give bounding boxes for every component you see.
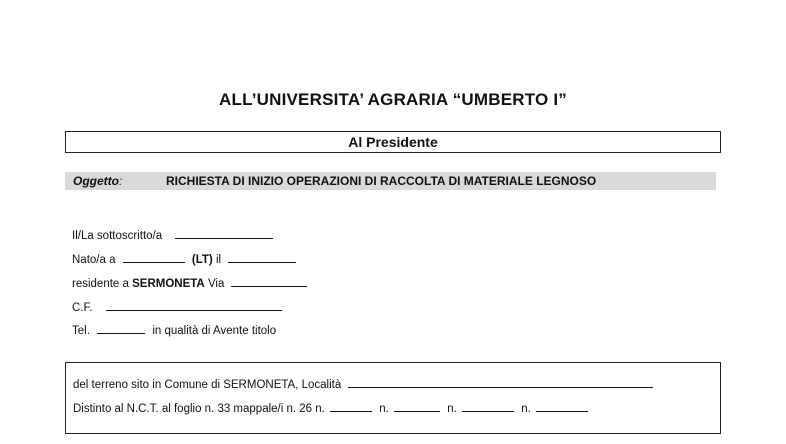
- parcel-field-2[interactable]: [394, 400, 440, 412]
- tel-label: Tel.: [72, 325, 90, 337]
- subject-bar: [65, 172, 716, 190]
- born-label: Nato/a a: [72, 254, 116, 266]
- subject-text: RICHIESTA DI INIZIO OPERAZIONI DI RACCOLTA DI MATERIALE LEGNOSO: [166, 174, 597, 188]
- cadastral-row: [73, 400, 588, 415]
- recipient-label: Al Presidente: [348, 134, 438, 150]
- signer-row: [72, 227, 273, 242]
- recipient-box: [65, 131, 721, 153]
- residence-label: residente a: [72, 278, 129, 290]
- birth-row: [72, 251, 296, 266]
- n-label-2: n.: [447, 403, 457, 415]
- signer-name-field[interactable]: [175, 227, 273, 239]
- tel-field[interactable]: [97, 322, 145, 334]
- cadastral-label: Distinto al N.C.T. al foglio n. 33 mappale/i n. 26 n.: [73, 403, 325, 415]
- parcel-field-3[interactable]: [462, 400, 514, 412]
- parcel-field-4[interactable]: [536, 400, 588, 412]
- birth-date-field[interactable]: [228, 251, 296, 263]
- cf-row: [72, 299, 282, 314]
- cf-label: C.F.: [72, 302, 93, 314]
- land-box: [65, 362, 721, 434]
- locality-field[interactable]: [348, 376, 653, 388]
- tel-row: [72, 322, 276, 337]
- province-label: (LT): [191, 254, 213, 266]
- document-title: ALL’UNIVERSITA’ AGRARIA “UMBERTO I”: [219, 90, 567, 109]
- residence-city: SERMONETA: [132, 278, 205, 290]
- n-label-3: n.: [521, 403, 531, 415]
- residence-row: [72, 275, 307, 290]
- born-date-label: il: [215, 254, 222, 266]
- street-field[interactable]: [231, 275, 307, 287]
- parcel-field-1[interactable]: [330, 400, 372, 412]
- land-location-label: del terreno sito in Comune di SERMONETA, Località: [73, 379, 342, 391]
- cf-field[interactable]: [106, 299, 282, 311]
- street-label: Via: [207, 278, 225, 290]
- role-text: in qualità di Avente titolo: [152, 325, 277, 337]
- land-location-row: [73, 376, 653, 391]
- signer-label: Il/La sottoscritto/a: [72, 230, 163, 242]
- subject-label: Oggetto:: [73, 174, 123, 188]
- n-label-1: n.: [379, 403, 389, 415]
- birth-place-field[interactable]: [123, 251, 185, 263]
